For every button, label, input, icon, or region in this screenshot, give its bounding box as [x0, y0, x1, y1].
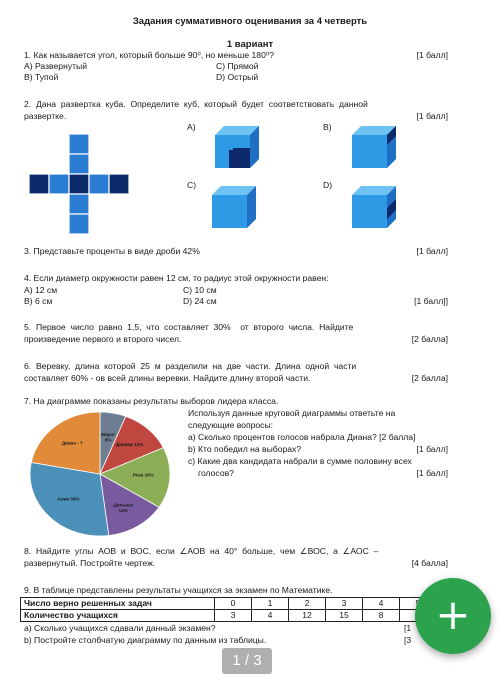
- q5-text-line1: 5. Первое число равно 1,5, что составляет 30% от второго числа. Найдите: [24, 322, 354, 332]
- q7-question-b: b) Кто победил на выборах?: [188, 444, 302, 454]
- q2-text-line1: 2. Дана развертка куба. Определите куб, который будет соответствовать данной: [24, 99, 368, 109]
- q6-text-line2: составляет 60% - ов всей длины веревки. Найдите длину второй части.: [24, 373, 311, 383]
- table-cell: 0: [215, 598, 252, 610]
- q9-header: 9. В таблице представлены результаты учащихся за экзамен по Математике.: [24, 585, 333, 595]
- cube-option-b: [352, 126, 398, 168]
- q2-option-c-label: С): [187, 180, 197, 190]
- q7-header: 7. На диаграмме показаны результаты выборов лидера класса.: [24, 396, 279, 406]
- q2-text-line2: развертке.: [24, 111, 67, 121]
- table-cell: 3: [215, 610, 252, 622]
- q4-option-b: В) 6 см: [24, 296, 53, 306]
- table-cell: 2: [289, 598, 326, 610]
- plus-icon: +: [435, 590, 471, 639]
- pie-slice-label: Роза 16%: [132, 472, 154, 478]
- table-row-label: Число верно решенных задач: [21, 598, 215, 610]
- q4-option-d: D) 24 см: [183, 296, 217, 306]
- cube-option-a: [215, 126, 261, 168]
- q1-option-b: В) Тупой: [24, 72, 59, 82]
- table-row-label: Количество учащихся: [21, 610, 215, 622]
- table-cell: 15: [326, 610, 363, 622]
- q9-question-a: а) Сколько учащихся сдавали данный экзамен?: [24, 623, 216, 633]
- page-title: Задания суммативного оценивания за 4 четверть: [132, 16, 368, 27]
- pie-slice-label: Данияр 12%: [116, 441, 144, 447]
- q1-points: [1 балл]: [416, 50, 448, 60]
- q2-option-d-label: D): [323, 180, 333, 190]
- variant-label: 1 вариант: [226, 39, 274, 50]
- q3-text: 3. Представьте проценты в виде дроби 42%: [24, 246, 200, 256]
- q7-question-b-points: [1 балл]: [416, 444, 448, 454]
- table-cell: 4: [363, 598, 400, 610]
- pie-slice-label: Алия 30%: [57, 496, 80, 502]
- q1-option-c: С) Прямой: [216, 61, 259, 71]
- table-cell: 1: [252, 598, 289, 610]
- table-cell: 3: [326, 598, 363, 610]
- q7-instruction-line2: следующие вопросы:: [188, 420, 274, 430]
- q7-question-c-line1: с) Какие два кандидата набрали в сумме половину всех: [188, 456, 412, 466]
- q2-points: [1 балл]: [416, 111, 448, 121]
- q4-option-a: А) 12 см: [24, 285, 58, 295]
- q9-question-b-points: [3: [404, 635, 412, 645]
- q5-text-line2: произведение первого и второго чисел.: [24, 334, 182, 344]
- table-row: [21, 610, 437, 622]
- q5-points: [2 балла]: [411, 334, 448, 344]
- q6-points: [2 балла]: [411, 373, 448, 383]
- table-cell: 12: [289, 610, 326, 622]
- q7-question-c-points: [1 балл]: [416, 468, 448, 478]
- q1-option-a: А) Развернутый: [24, 61, 88, 71]
- pie-slice-label: Диана - ?: [61, 440, 83, 446]
- q7-question-a: а) Сколько процентов голосов набрала Диана? [2 балла]: [188, 432, 416, 442]
- q2-option-b-label: В): [323, 122, 332, 132]
- q9-question-b: b) Постройте столбчатую диаграмму по данным из таблицы.: [24, 635, 267, 645]
- q7-question-c-line2: голосов?: [198, 468, 234, 478]
- q4-option-c: С) 10 см: [183, 285, 217, 295]
- table-cell: 8: [363, 610, 400, 622]
- q1-option-d: D) Острый: [216, 72, 259, 82]
- cube-option-d: [352, 186, 398, 228]
- table-row: [21, 598, 437, 610]
- q1-text: 1. Как называется угол, который больше 90⁰, но меньше 180⁰?: [24, 50, 275, 60]
- election-pie-chart: [22, 406, 182, 542]
- q2-option-a-label: А): [187, 122, 196, 132]
- q3-points: [1 балл]: [416, 246, 448, 256]
- add-button[interactable]: [415, 578, 491, 654]
- cube-net-diagram: [22, 132, 152, 236]
- q8-text-line1: 8. Найдите углы АОВ и ВОС, если ∠АОВ на 40° больше, чем ∠ВОС, а ∠АОС –: [24, 546, 379, 556]
- q7-instruction-line1: Используя данные круговой диаграммы ответьте на: [188, 408, 396, 418]
- pie-slice-label: Дильназ 14%: [113, 502, 134, 513]
- page-indicator: 1 / 3: [222, 648, 272, 674]
- q4-text: 4. Если диаметр окружности равен 12 см, то радиус этой окружности равен:: [24, 273, 329, 283]
- q8-text-line2: развернутый. Постройте чертеж.: [24, 558, 156, 568]
- pie-slice-label: Марат 6%: [101, 432, 116, 443]
- q6-text-line1: 6. Веревку, длина которой 25 м разделили на две части. Длина одной части: [24, 361, 357, 371]
- q9-question-a-points: [1: [404, 623, 412, 633]
- table-cell: 4: [252, 610, 289, 622]
- results-table: [20, 597, 437, 622]
- q4-points: [1 балл]]: [414, 296, 448, 306]
- cube-option-c: [212, 186, 258, 228]
- q8-points: [4 балла]: [411, 558, 448, 568]
